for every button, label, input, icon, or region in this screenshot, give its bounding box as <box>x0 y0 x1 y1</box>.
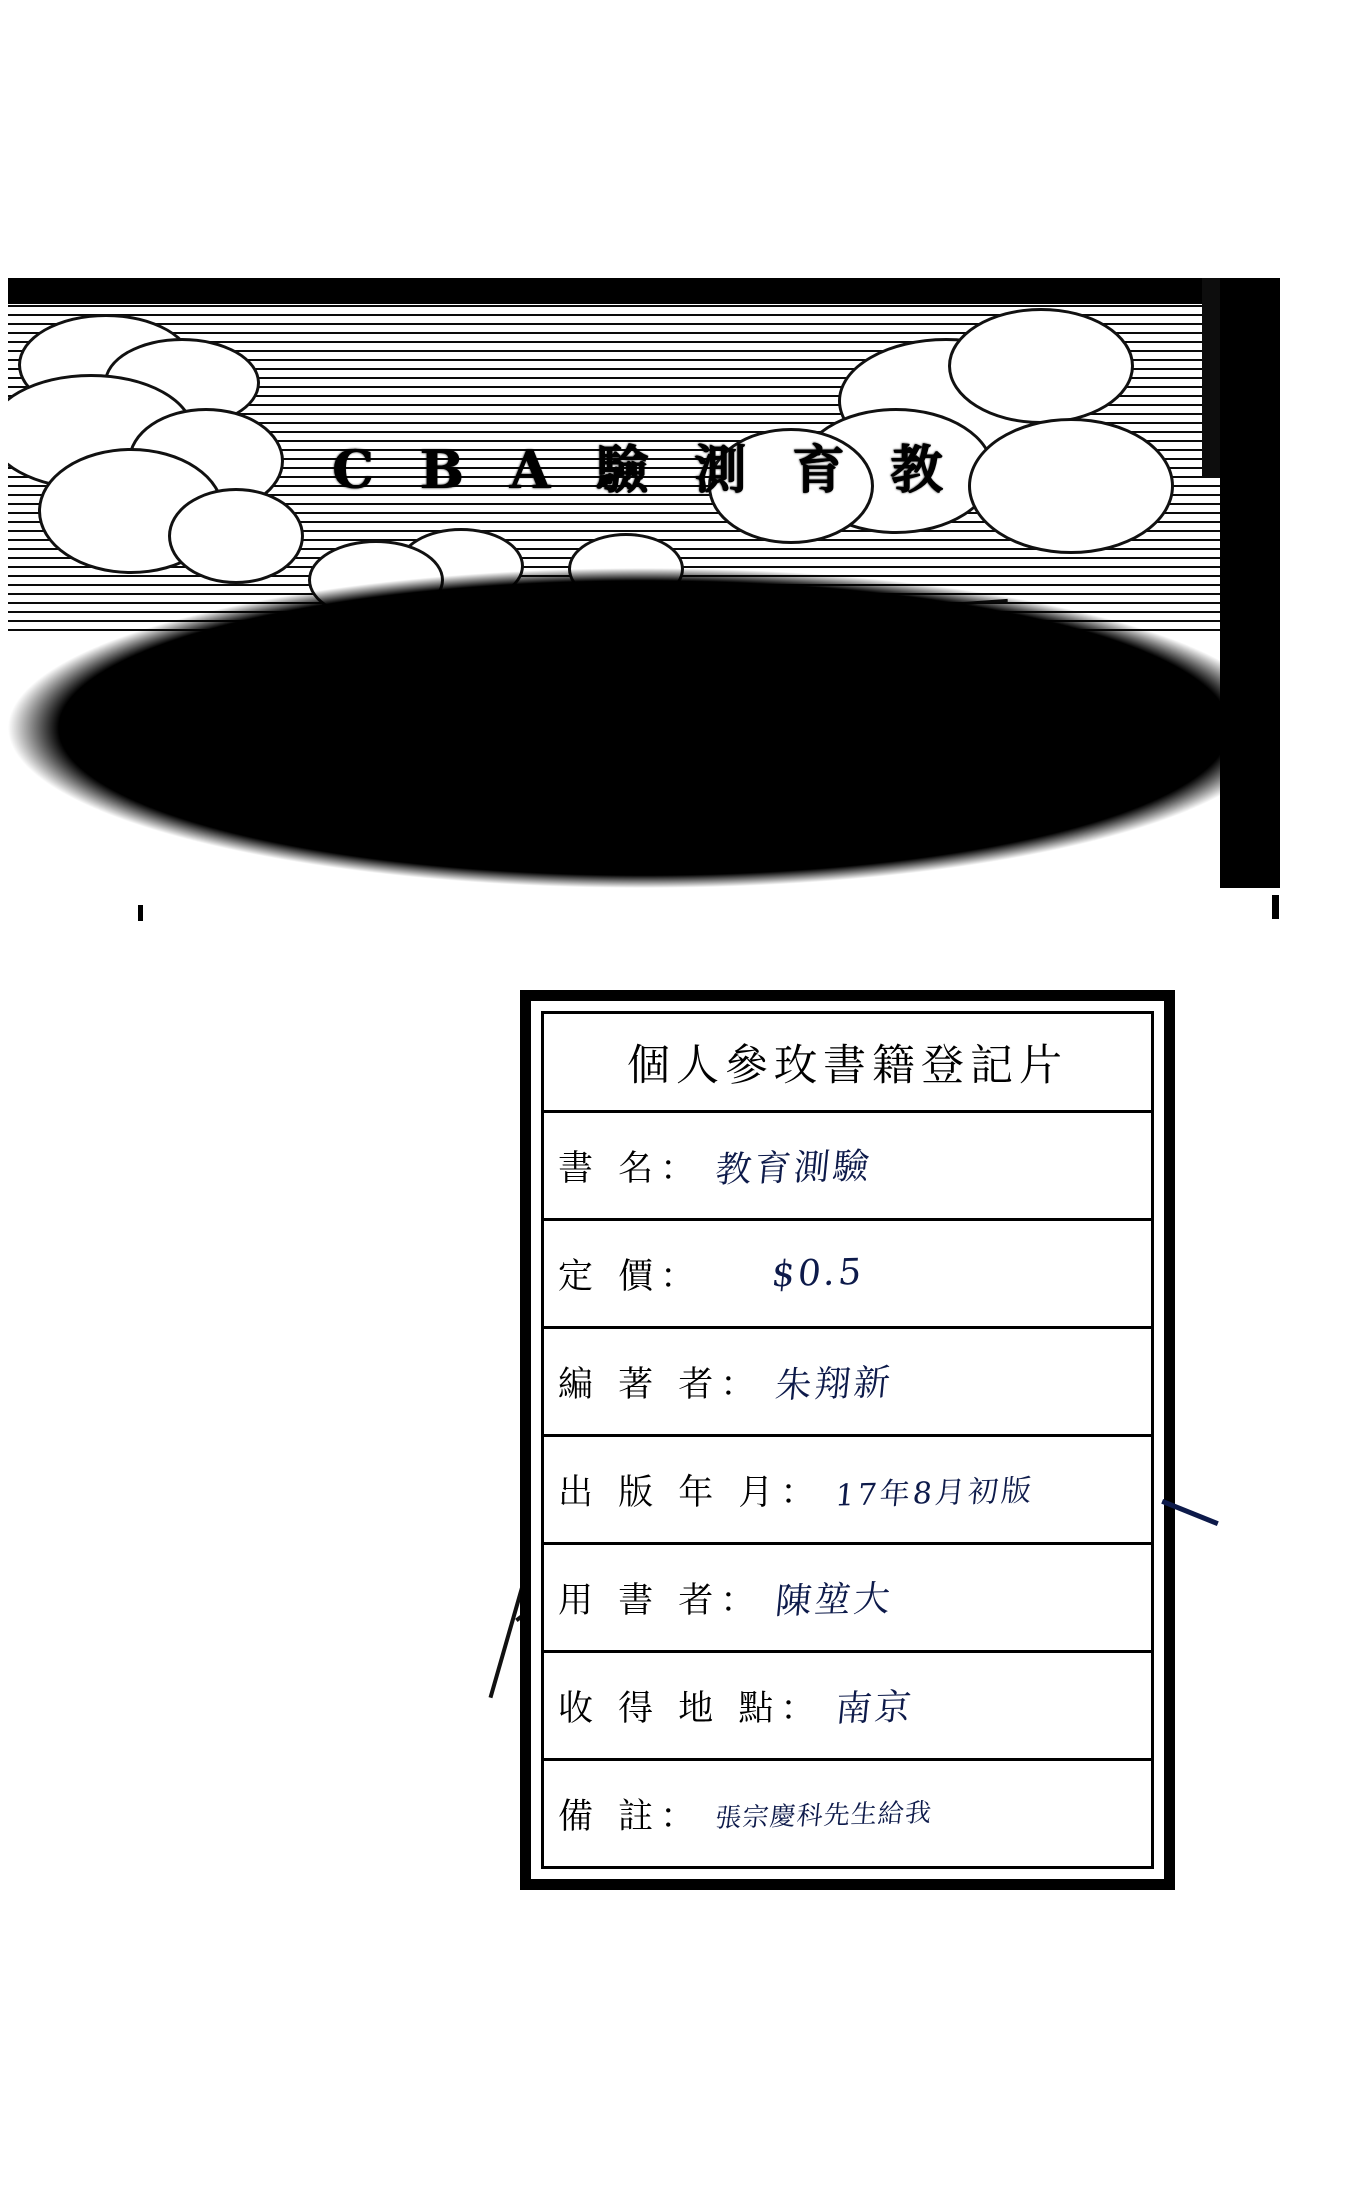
card-row-publication-date <box>544 1437 1151 1545</box>
card-inner-border <box>541 1011 1154 1869</box>
row-label: 出 版 年 月： <box>558 1472 823 1513</box>
halftone-grain <box>8 568 1280 888</box>
right-dark-margin <box>1220 278 1280 888</box>
card-row-user <box>544 1545 1151 1653</box>
row-label: 編 著 者： <box>558 1364 763 1405</box>
row-label: 用 書 者： <box>558 1580 763 1621</box>
ink-speck <box>1272 895 1279 919</box>
row-value: 陳堃大 <box>773 1578 896 1623</box>
card-row-remarks <box>544 1761 1151 1866</box>
row-label: 備 註： <box>558 1796 703 1837</box>
row-value: 張宗慶科先生給我 <box>714 1798 934 1834</box>
row-value: 朱翔新 <box>773 1362 896 1407</box>
card-title: 個人參玫書籍登記片 <box>544 1014 1151 1113</box>
cloud-shape <box>948 308 1134 424</box>
row-value: 南京 <box>834 1686 917 1731</box>
cover-title: C B A 驗 測 育 教 <box>331 440 957 501</box>
card-row-acquisition-place <box>544 1653 1151 1761</box>
forest-silhouette <box>8 568 1280 888</box>
row-label: 書 名： <box>558 1148 703 1189</box>
card-row-author <box>544 1329 1151 1437</box>
row-label: 收 得 地 點： <box>558 1688 823 1729</box>
card-row-price <box>544 1221 1151 1329</box>
row-value: $0.5 <box>770 1251 867 1296</box>
row-label: 定 價： <box>558 1256 703 1297</box>
cover-illustration <box>8 278 1280 888</box>
ink-speck <box>138 905 143 921</box>
card-row-title <box>544 1113 1151 1221</box>
row-value: 17年8月初版 <box>834 1472 1037 1514</box>
registration-card <box>520 990 1175 1890</box>
row-value: 教育測驗 <box>713 1145 875 1192</box>
sky-top-band <box>8 278 1280 304</box>
